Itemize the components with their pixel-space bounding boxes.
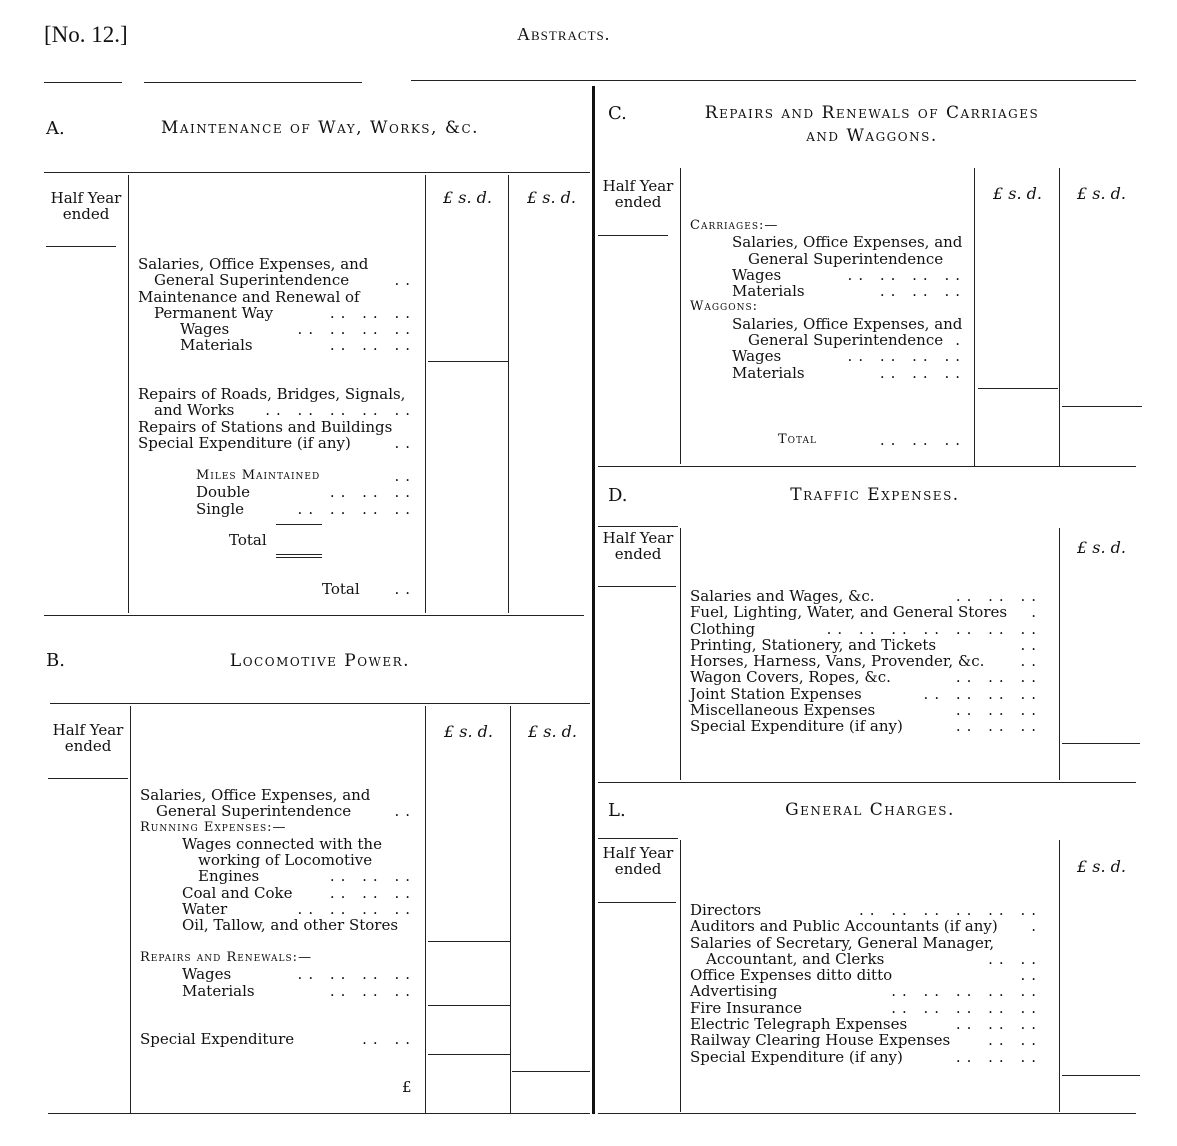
line-item-label: Railway Clearing House Expenses (690, 1031, 951, 1050)
line-item (690, 951, 1042, 967)
lsd-header: £ s. d. (443, 188, 492, 207)
line-item (138, 305, 416, 321)
line-item (690, 1000, 1042, 1016)
section-title: Maintenance of Way, Works, &c. (160, 118, 480, 138)
leader-dots: .. .. .. .. .. (891, 998, 1042, 1017)
rule (46, 246, 116, 247)
rule (598, 838, 678, 839)
leader-dots: .. .. .. (955, 1047, 1042, 1066)
line-item-label: Salaries of Secretary, General Manager, (690, 933, 995, 952)
line-item (690, 902, 1042, 918)
line-item-label: Materials (732, 282, 805, 301)
leader-dots: .. .. (988, 1031, 1042, 1050)
line-item (138, 402, 416, 418)
leader-dots: .. .. .. (879, 282, 966, 301)
line-item-label: Special Expenditure (if any) (690, 717, 903, 736)
line-item (140, 901, 416, 917)
line-item-label: Accountant, and Clerks (706, 949, 885, 968)
line-item-label: Directors (690, 901, 762, 919)
miles-label: Miles Maintained (196, 468, 321, 483)
item-list (140, 950, 416, 999)
line-item (140, 852, 416, 868)
column-rule (130, 706, 131, 1114)
rule (44, 172, 590, 173)
leader-dots: .. .. .. .. (847, 265, 966, 284)
lsd-header: £ s. d. (993, 184, 1042, 203)
total-rule (1062, 1075, 1140, 1076)
column-rule (508, 175, 509, 613)
line-item-label: Auditors and Public Accountants (if any) (690, 917, 998, 936)
total-inner: Total (229, 531, 267, 549)
section-title-line2: and Waggons. (806, 126, 938, 146)
rule (44, 82, 122, 83)
line-item-label: Electric Telegraph Expenses (690, 1015, 908, 1034)
subtotal-rule (428, 1005, 510, 1006)
line-item-label: Engines (198, 867, 260, 886)
lsd-header: £ s. d. (528, 722, 577, 741)
subtotal-rule (978, 388, 1058, 389)
line-item-label: Water (182, 900, 228, 919)
line-item (690, 1049, 1042, 1065)
miles-block: Miles Maintained .. Double .. .. .. Single .. .. .. .. (196, 467, 416, 518)
rule (598, 235, 668, 236)
section-title: Repairs and Renewals of Carriages (704, 103, 1040, 123)
special-row: Special Expenditure .. .. (140, 1030, 416, 1048)
total-rule (512, 1071, 590, 1072)
line-item-label: Special Expenditure (if any) (690, 1047, 903, 1066)
line-item (690, 1032, 1042, 1048)
total-row: Total .. .. .. (778, 431, 966, 449)
line-item (140, 885, 416, 901)
line-item-label: Materials (732, 363, 805, 382)
column-rule (128, 175, 129, 613)
rule (598, 466, 1136, 467)
column-rule (680, 528, 681, 780)
section-letter: A. (46, 118, 65, 139)
total-row: Total .. (322, 580, 416, 598)
rule (48, 778, 128, 779)
line-item (690, 1016, 1042, 1032)
line-item-label: Maintenance and Renewal of (138, 287, 360, 306)
line-item-label: Oil, Tallow, and other Stores (182, 916, 399, 935)
line-item-label: Repairs of Stations and Buildings (138, 417, 393, 436)
leader-dots: .. .. .. .. .. (891, 982, 1042, 1001)
leader-dots: . (1031, 917, 1042, 936)
line-item (690, 234, 966, 250)
lsd-header: £ s. d. (527, 188, 576, 207)
column-rule (680, 168, 681, 464)
line-item-label: Salaries, Office Expenses, and (732, 314, 963, 333)
line-item-label: Printing, Stationery, and Tickets (690, 635, 937, 654)
line-item-label: General Superintendence (156, 802, 352, 821)
rule (411, 80, 1136, 81)
leader-dots: .. .. .. .. .. .. (858, 901, 1042, 919)
line-item-label: Special Expenditure (if any) (138, 433, 351, 452)
line-item-label: Wages (732, 265, 782, 284)
half-year-header: Half Year ended (50, 189, 122, 223)
line-item-label: Waggons: (690, 299, 759, 315)
line-item (140, 868, 416, 884)
leader-dots: .. .. .. (329, 867, 416, 886)
column-rule (974, 168, 975, 466)
line-item (690, 935, 1042, 951)
line-item-label: General Superintendence (748, 331, 944, 350)
leader-dots: .. .. (988, 949, 1042, 968)
total-rule (1062, 406, 1142, 407)
line-item-label: Running Expenses:— (140, 819, 287, 835)
column-rule (425, 706, 426, 1114)
item-list (690, 902, 1042, 1065)
leader-dots: .. .. .. (879, 363, 966, 382)
line-item-label: Coal and Coke (182, 883, 293, 902)
section-letter: L. (608, 800, 626, 821)
line-item-label: Wages connected with the (182, 834, 382, 853)
leader-dots: .. .. .. (955, 717, 1042, 736)
column-divider (592, 86, 595, 1114)
line-item (138, 321, 416, 337)
leader-dots: .. (394, 802, 416, 821)
line-item (690, 218, 966, 234)
line-item-label: Wages (180, 320, 230, 339)
lsd-header: £ s. d. (1077, 538, 1126, 557)
line-item (690, 967, 1042, 983)
item-list (690, 218, 966, 381)
rule (598, 782, 1136, 783)
line-item (690, 918, 1042, 934)
line-item-label: Wages (732, 347, 782, 366)
leader-dots: .. .. .. (955, 668, 1042, 687)
section-title: General Charges. (785, 800, 955, 820)
double-rule (276, 554, 322, 558)
line-item (690, 267, 966, 283)
rule (50, 703, 590, 704)
rule (48, 1113, 590, 1114)
leader-dots: .. .. .. .. (297, 965, 416, 984)
leader-dots: .. .. .. .. .. .. .. (826, 619, 1042, 638)
leader-dots: .. .. .. (329, 336, 416, 355)
line-item (690, 637, 1042, 653)
rule (276, 524, 322, 525)
line-item (138, 289, 416, 305)
subtotal-rule (428, 361, 508, 362)
total-rule (1062, 743, 1140, 744)
line-item-label: Miscellaneous Expenses (690, 701, 876, 720)
leader-dots: .. (394, 271, 416, 290)
line-item (690, 316, 966, 332)
column-rule (510, 706, 511, 1114)
line-item (690, 718, 1042, 734)
line-item-label: Materials (180, 336, 253, 355)
line-item (140, 803, 416, 819)
line-item-label: Salaries, Office Expenses, and (140, 786, 371, 804)
line-item (690, 588, 1042, 604)
half-year-header: Half Year ended (602, 844, 674, 878)
section-title: Locomotive Power. (229, 651, 411, 671)
leader-dots: .. .. .. (329, 883, 416, 902)
line-item (138, 337, 416, 353)
section-letter: B. (46, 650, 65, 671)
leader-dots: .. (1020, 966, 1042, 985)
line-item-label: Repairs of Roads, Bridges, Signals, (138, 385, 406, 403)
line-item (690, 332, 966, 348)
pound-sign: £ (402, 1078, 412, 1096)
line-item-label: Fuel, Lighting, Water, and General Stores (690, 603, 1008, 622)
line-item (690, 983, 1042, 999)
line-item-label: Horses, Harness, Vans, Provender, &c. (690, 652, 985, 671)
leader-dots: .. .. .. (329, 303, 416, 322)
line-item (140, 983, 416, 999)
line-item (690, 299, 966, 315)
leader-dots: .. .. .. (329, 981, 416, 1000)
line-item (690, 653, 1042, 669)
column-rule (680, 840, 681, 1112)
column-rule (1059, 528, 1060, 780)
line-item-label: Clothing (690, 619, 756, 638)
lsd-header: £ s. d. (1077, 857, 1126, 876)
line-item-label: Salaries, Office Expenses, and (732, 233, 963, 252)
line-item (690, 604, 1042, 620)
leader-dots: .. .. .. (955, 701, 1042, 720)
leader-dots: .. (1020, 652, 1042, 671)
line-item (690, 686, 1042, 702)
item-list (138, 256, 416, 354)
line-item (138, 435, 416, 451)
line-item-label: Wagon Covers, Ropes, &c. (690, 668, 891, 687)
line-item-label: Carriages:— (690, 218, 779, 233)
line-item (690, 621, 1042, 637)
line-item-label: working of Locomotive (198, 851, 373, 870)
leader-dots: .. .. .. (955, 1015, 1042, 1034)
leader-dots: .. .. .. .. (297, 320, 416, 339)
line-item-label: Joint Station Expenses (690, 684, 862, 703)
line-item-label: Salaries and Wages, &c. (690, 587, 875, 605)
line-item (690, 669, 1042, 685)
line-item (140, 966, 416, 982)
item-list (138, 386, 416, 451)
leader-dots: .. .. .. .. .. (265, 401, 416, 420)
leader-dots: . (955, 331, 966, 350)
leader-dots: .. .. .. .. (847, 347, 966, 366)
rule (144, 82, 362, 83)
section-title: Traffic Expenses. (790, 485, 960, 505)
column-rule (1059, 168, 1060, 466)
rule (598, 902, 676, 903)
line-item-label: Repairs and Renewals:— (140, 950, 313, 965)
rule (598, 1113, 1136, 1114)
leader-dots: .. (1020, 635, 1042, 654)
subtotal-rule (428, 941, 510, 942)
line-item-label: and Works (154, 401, 235, 420)
line-item (690, 702, 1042, 718)
line-item-label: Permanent Way (154, 303, 274, 322)
rule (44, 615, 584, 616)
line-item-label: General Superintendence (154, 271, 350, 290)
leader-dots: .. (394, 433, 416, 452)
line-item (140, 820, 416, 836)
line-item (690, 348, 966, 364)
line-item-label: Salaries, Office Expenses, and (138, 255, 369, 273)
line-item-label: Wages (182, 965, 232, 984)
line-item (138, 386, 416, 402)
line-item-label: Office Expenses ditto ditto (690, 966, 893, 985)
section-letter: D. (608, 485, 628, 506)
rule (598, 586, 676, 587)
line-item (138, 256, 416, 272)
line-item (138, 419, 416, 435)
leader-dots: .. .. .. .. (923, 684, 1042, 703)
line-item (140, 917, 416, 933)
lsd-header: £ s. d. (444, 722, 493, 741)
half-year-header: Half Year ended (602, 529, 674, 563)
half-year-header: Half Year ended (602, 177, 674, 211)
page-heading: Abstracts. (517, 24, 611, 44)
single-label: Single (196, 499, 245, 518)
line-item-label: Advertising (690, 982, 778, 1001)
line-item-label: Fire Insurance (690, 998, 803, 1017)
column-rule (425, 175, 426, 613)
line-item-label: General Superintendence (748, 249, 944, 268)
line-item (140, 836, 416, 852)
item-list (690, 588, 1042, 735)
leader-dots: .. .. .. (955, 587, 1042, 605)
half-year-header: Half Year ended (52, 721, 124, 755)
page-number: [No. 12.] (44, 22, 128, 47)
rule (598, 526, 678, 527)
line-item (138, 272, 416, 288)
subtotal-rule (428, 1054, 510, 1055)
line-item (690, 251, 966, 267)
line-item (140, 950, 416, 966)
double-label: Double (196, 483, 250, 502)
item-list (140, 787, 416, 934)
section-letter: C. (608, 103, 627, 124)
line-item (690, 283, 966, 299)
column-rule (1059, 840, 1060, 1112)
line-item-label: Materials (182, 981, 255, 1000)
lsd-header: £ s. d. (1077, 184, 1126, 203)
leader-dots: .. .. .. .. (297, 900, 416, 919)
line-item (140, 787, 416, 803)
line-item (690, 365, 966, 381)
leader-dots: . (1031, 603, 1042, 622)
